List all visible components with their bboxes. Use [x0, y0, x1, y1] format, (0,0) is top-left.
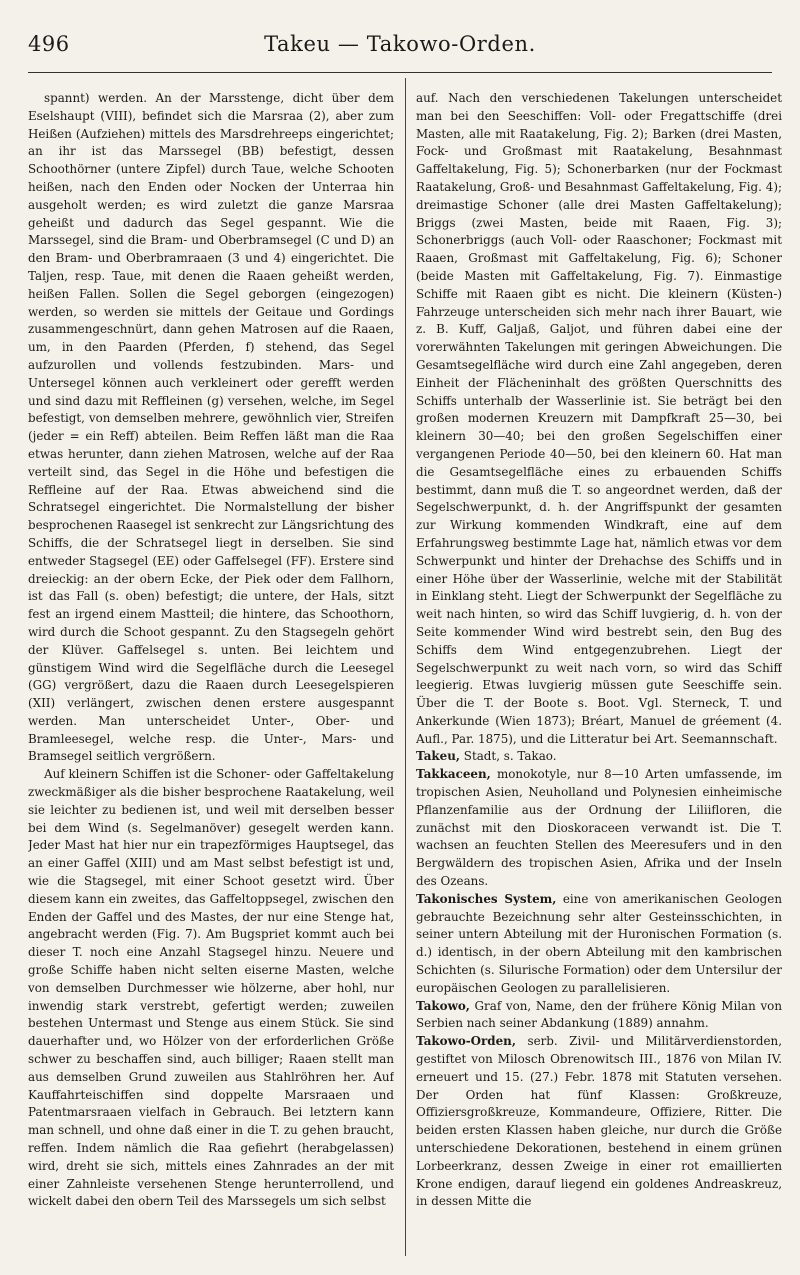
running-head: Takeu — Takowo-Orden. — [264, 32, 536, 56]
paragraph: Auf kleinern Schiffen ist die Schoner- oder Gaffeltakelung zweckmäßiger als die bisher besprochene Raatakelung, weil sie leichter zu bedienen ist, und weil mit derselben besser bei dem Wind (s. Segelmanöver) gesegelt werden kann. Jeder Mast hat hier nur ein trapezförmiges Hauptsegel, das an einer Gaffel (XIII) und am Mast selbst befestigt ist und, wie die Stagsegel, mit einer Schoot gesetzt wird. Über diesem kann ein zweites, das Gaffeltoppsegel, zwischen den Enden der Gaffel und des Mastes, der nur eine Stenge hat, angebracht werden (Fig. 7). Am Bugspriet kommt auch bei dieser T. noch eine Anzahl Stagsegel hinzu. Neuere und große Schiffe haben nicht selten eiserne Masten, welche von demselben Durchmesser wie hölzerne, aber hohl, nur inwendig stark verstrebt, gefertigt werden; zuweilen bestehen Untermast und Stenge aus einem Stück. Sie sind dauerhafter und, wo Hölzer von der erforderlichen Größe schwer zu beschaffen sind, auch billiger; Raaen stellt man aus demselben Grund zuweilen aus Stahlröhren her. Auf Kauffahrteischiffen sind doppelte Marsraaen und Patentmarsraaen vielfach in Gebrauch. Bei letztern kann man schnell, und ohne daß einer in die T. zu gehen braucht, reffen. Indem nämlich die Raa gefiehrt (herabgelassen) wird, dreht sie sich, mittels eines Zahnrades an der mit einer Zahnleiste versehenen Stenge herunterrollend, und wickelt dabei den obern Teil des Marssegels um sich selbst — [28, 767, 394, 1209]
dictionary-page — [28, 26, 782, 1256]
entry-headword: Takkaceen, — [416, 767, 491, 782]
right-column — [416, 90, 782, 1211]
entry-text: eine von amerikanischen Geologen gebrauchte Bezeichnung sehr alter Gesteinsschichten, in seiner untern Abteilung mit der Huronischen Formation (s. d.) identisch, in der obern Abteilung mit den kambrischen Schichten (s. Silurische Formation) oder dem Untersilur der europäischen Geologen zu parallelisieren. — [416, 891, 782, 995]
dictionary-entry — [416, 998, 782, 1034]
text-columns — [28, 72, 782, 1256]
dictionary-entry — [416, 766, 782, 891]
entry-text: Stadt, s. Takao. — [460, 749, 557, 764]
entry-text: Graf von, Name, den der frühere König Milan von Serbien nach seiner Abdankung (1889) annahm. — [416, 998, 782, 1031]
left-column — [28, 90, 394, 1211]
entry-headword: Takonisches System, — [416, 891, 557, 906]
paragraph: auf. Nach den verschiedenen Takelungen unterscheidet man bei den Seeschiffen: Voll- oder Fregattschiffe (drei Masten, alle mit Raatakelung, Fig. 2); Barken (drei Masten, Fock- und Großmast mit Raatakelung, Besahnmast Gaffeltakelung, Fig. 5); Schonerbarken (nur der Fockmast Raatakelung, Groß- und Besahnmast Gaffeltakelung, Fig. 4); dreimastige Schoner (alle drei Masten Gaffeltakelung); Briggs (zwei Masten, beide mit Raaen, Fig. 3); Schonerbriggs (auch Voll- oder Raaschoner; Fockmast mit Raaen, Großmast mit Gaffeltakelung, Fig. 6); Schoner (beide Masten mit Gaffeltakelung, Fig. 7). Einmastige Schiffe mit Raaen gibt es nicht. Die kleinern (Küsten-) Fahrzeuge unterscheiden sich mehr nach ihrer Bauart, wie z. B. Kuff, Galjaß, Galjot, und führen dabei eine der vorerwähnten Takelungen mit geringen Abweichungen. Die Gesamtsegelfläche wird durch eine Zahl angegeben, deren Einheit der Flächeninhalt des größten Querschnitts des Schiffs unterhalb der Wasserlinie ist. Sie beträgt bei den großen modernen Kreuzern mit Dampfkraft 25—30, bei kleinern 30—40; bei den großen Segelschiffen einer vergangenen Periode 40—50, bei den kleinern 60. Hat man die Gesamtsegelfläche eines zu erbauenden Schiffs bestimmt, dann muß die T. so angeordnet werden, daß der Segelschwerpunkt, d. h. der Angriffspunkt der gesamten zur Wirkung kommenden Windkraft, eine auf dem Erfahrungsweg bestimmte Lage hat, nämlich etwas vor dem Schwerpunkt und hinter der Drehachse des Schiffs und in einer Höhe über der Wasserlinie, welche mit der Stabilität in Einklang steht. Liegt der Schwerpunkt der Segelfläche zu weit nach hinten, so wird das Schiff luvgierig, d. h. von der Seite kommender Wind wird bestrebt sein, den Bug des Schiffs dem Wind entgegenzubrehen. Liegt der Segelschwerpunkt zu weit nach vorn, so wird das Schiff leegierig. Etwas luvgierig müssen gute Seeschiffe sein. Über die T. der Boote s. Boot. Vgl. Sterneck, T. und Ankerkunde (Wien 1873); Bréart, Manuel de gréement (4. Aufl., Par. 1875), und die Litteratur bei Art. Seemannschaft. — [416, 91, 782, 746]
entry-headword: Takeu, — [416, 749, 461, 764]
entry-headword: Takowo, — [416, 998, 470, 1013]
column-divider — [405, 78, 406, 1256]
page-header — [28, 26, 772, 73]
dictionary-entry — [416, 891, 782, 998]
paragraph: spannt) werden. An der Marsstenge, dicht über dem Eselshaupt (VIII), befindet sich die Marsraa (2), aber zum Heißen (Aufziehen) mittels des Marsdrehreeps eingerichtet; an ihr ist das Marssegel (BB) befestigt, dessen Schoothörner (untere Zipfel) durch Taue, welche Schooten heißen, nach den Enden oder Nocken der Unterraa hin ausgeholt werden; es wird zuletzt die ganze Marsraa geheißt und dadurch das Segel gespannt. Wie die Marssegel, sind die Bram- und Oberbramsegel (C und D) an den Bram- und Oberbramraaen (3 und 4) eingerichtet. Die Taljen, resp. Taue, mit denen die Raaen geheißt werden, heißen Fallen. Sollen die Segel geborgen (eingezogen) werden, so werden sie mittels der Geitaue und Gordings zusammengeschnürt, dann gehen Matrosen auf die Raaen, um, in den Paarden (Pferden, f) stehend, das Segel aufzurollen und vollends festzubinden. Mars- und Untersegel können auch verkleinert oder gerefft werden und sind dazu mit Reffleinen (g) versehen, welche, im Segel befestigt, von demselben mehrere, gewöhnlich vier, Streifen (jeder = ein Reff) abteilen. Beim Reffen läßt man die Raa etwas herunter, dann ziehen Matrosen, welche auf der Raa verteilt sind, das Segel in die Höhe und befestigen die Reffleine auf der Raa. Etwas abweichend sind die Schratsegel eingerichtet. Die Normalstellung der bisher besprochenen Raasegel ist senkrecht zur Längsrichtung des Schiffs, die der Schratsegel liegt in derselben. Sie sind entweder Stagsegel (EE) oder Gaffelsegel (FF). Erstere sind dreieckig: an der obern Ecke, der Piek oder dem Fallhorn, ist das Fall (s. oben) befestigt; die untere, der Hals, sitzt fest an irgend einem Mastteil; die hintere, das Schoothorn, wird durch die Schoot gespannt. Zu den Stagsegeln gehört der Klüver. Gaffelsegel s. unten. Bei leichtem und günstigem Wind wird die Segelfläche durch die Leesegel (GG) vergrößert, dazu die Raaen durch Leesegelspieren (XII) verlängert, zwischen denen erstere ausgespannt werden. Man unterscheidet Unter-, Ober- und Bramleesegel, welche resp. die Unter-, Mars- und Bramsegel seitlich vergrößern. — [28, 91, 394, 764]
dictionary-entry — [416, 1033, 782, 1211]
entry-headword: Takowo-Orden, — [416, 1034, 516, 1049]
entry-text: monokotyle, nur 8—10 Arten umfassende, im tropischen Asien, Neuholland und Polynesien einheimische Pflanzenfamilie aus der Ordnung der Liliifloren, die zunächst mit den Dioskoraceen verwandt ist. Die T. wachsen an feuchten Stellen des Meeresufers und in den Bergwäldern des tropischen Asien, Afrika und der Inseln des Ozeans. — [416, 767, 782, 889]
dictionary-entry — [416, 748, 782, 766]
page-number: 496 — [28, 32, 70, 56]
entry-text: serb. Zivil- und Militärverdienstorden, gestiftet von Milosch Obrenowitsch III., 1876 von Milan IV. erneuert und 15. (27.) Febr. 1878 mit Statuten versehen. Der Orden hat fünf Klassen: Großkreuze, Offiziersgroßkreuze, Kommandeure, Offiziere, Ritter. Die beiden ersten Klassen haben gleiche, nur durch die Größe unterschiedene Dekorationen, bestehend in einem grünen Lorbeerkranz, dessen Zweige in einer rot emaillierten Krone endigen, darauf liegend ein goldenes Andreaskreuz, in dessen Mitte die — [416, 1034, 782, 1209]
